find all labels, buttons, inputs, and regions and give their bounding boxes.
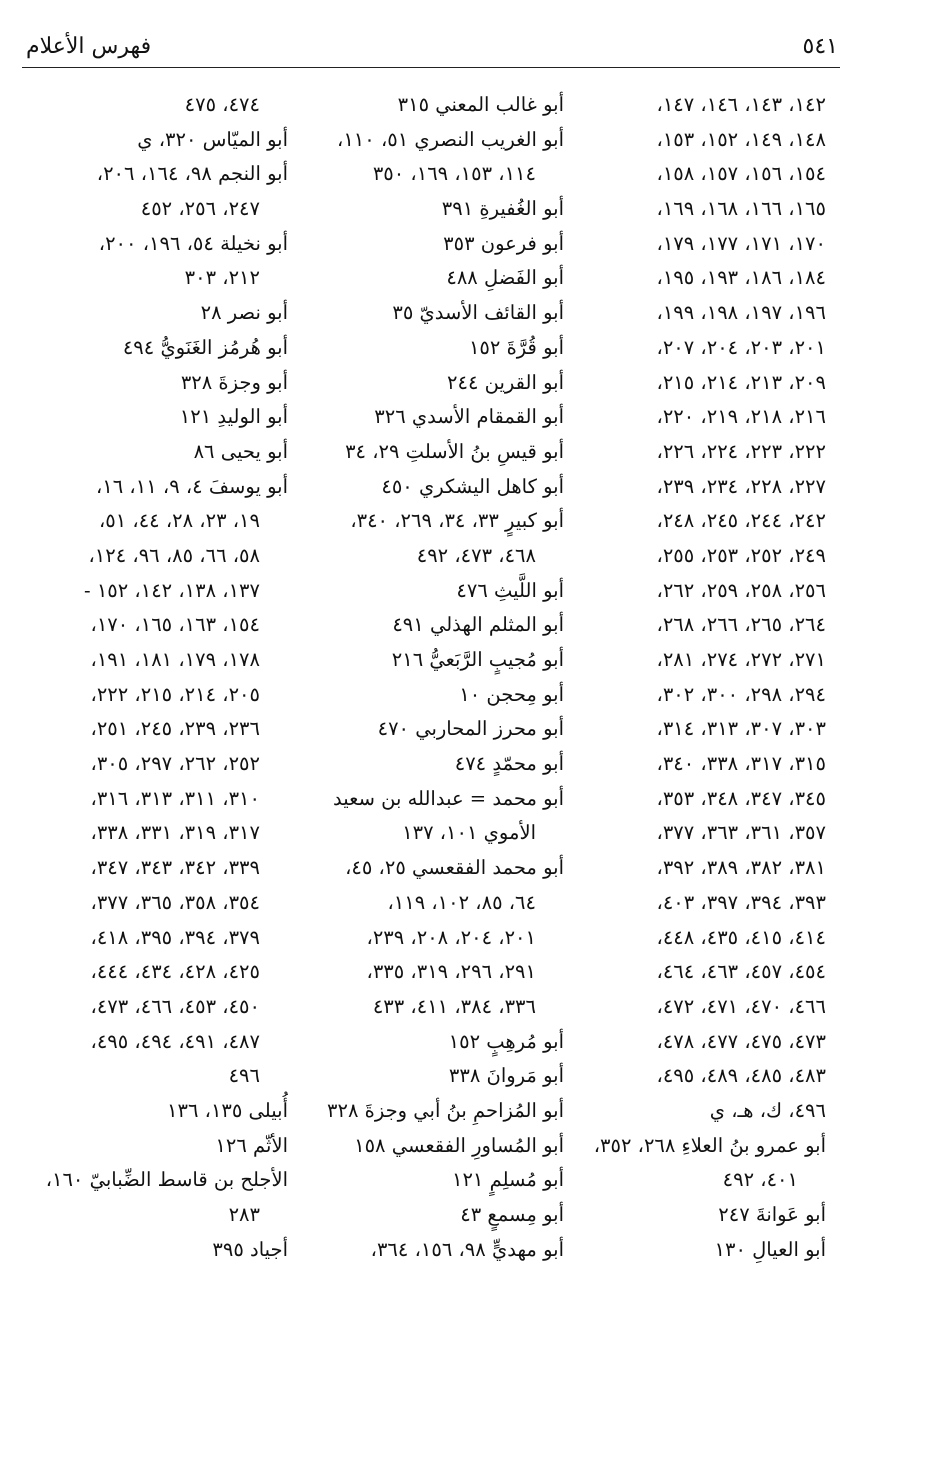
index-continuation-line: ٢٠٥، ٢١٤، ٢١٥، ٢٢٢، (90, 682, 260, 706)
index-entry: أبو العيالِ ١٣٠ (714, 1237, 826, 1261)
index-entry: ٣٥٧، ٣٦١، ٣٦٣، ٣٧٧، (656, 821, 826, 845)
index-entry: أبو النجم ٩٨، ١٦٤، ٢٠٦، (96, 162, 288, 186)
index-entry: الأجلح بن قاسط الضِّبابيّ ١٦٠، (45, 1168, 288, 1192)
index-entry: أبو وجزةَ ٣٢٨ (180, 370, 288, 394)
header-rule (22, 67, 840, 68)
index-entry: ٢٠٩، ٢١٣، ٢١٤، ٢١٥، (656, 370, 826, 394)
index-entry: ١٩٦، ١٩٧، ١٩٨، ١٩٩، (656, 301, 826, 325)
index-continuation-line: ١١٤، ١٥٣، ١٦٩، ٣٥٠ (372, 162, 536, 186)
index-entry: أبو قيسِ بنُ الأسلتِ ٢٩، ٣٤ (345, 439, 564, 463)
index-continuation-line: ٤٠١، ٤٩٢ (722, 1168, 798, 1192)
index-continuation-line: ١٩، ٢٣، ٢٨، ٤٤، ٥١، (98, 509, 260, 533)
index-entry: أبو عمرو بنُ العلاءِ ٢٦٨، ٣٥٢، (593, 1133, 826, 1157)
index-entry: أبو القمقام الأسدي ٣٢٦ (374, 405, 564, 429)
index-entry: ٤٨٣، ٤٨٥، ٤٨٩، ٤٩٥، (656, 1064, 826, 1088)
index-continuation-line: ١٧٨، ١٧٩، ١٨١، ١٩١، (90, 648, 260, 671)
running-title: فهرس الأعلام (26, 34, 152, 59)
index-entry: أبو نصر ٢٨ (200, 301, 288, 325)
index-entry: ٣٤٥، ٣٤٧، ٣٤٨، ٣٥٣، (656, 786, 826, 810)
index-entry: ٢٤٩، ٢٥٢، ٢٥٣، ٢٥٥، (656, 543, 826, 567)
index-continuation-line: ٣١٧، ٣١٩، ٣٣١، ٣٣٨، (90, 821, 260, 845)
index-column-right (591, 88, 826, 1267)
index-continuation-line: ٤٨٧، ٤٩١، ٤٩٤، ٤٩٥، (90, 1029, 260, 1053)
index-entry: ٢٢٧، ٢٢٨، ٢٣٤، ٢٣٩، (656, 474, 826, 498)
index-entry: ٢٥٦، ٢٥٨، ٢٥٩، ٢٦٢، (656, 578, 826, 602)
index-entry: أبو اللَّيثِ ٤٧٦ (456, 578, 564, 602)
index-continuation-line: ٣١٠، ٣١١، ٣١٣، ٣١٦، (90, 786, 260, 810)
index-column-left (33, 88, 288, 1267)
index-entry: ٢٩٤، ٢٩٨، ٣٠٠، ٣٠٢، (656, 682, 826, 706)
index-entry: ١٤٨، ١٤٩، ١٥٢، ١٥٣، (656, 127, 826, 151)
page-number: ٥٤١ (802, 34, 838, 59)
index-entry: ٣١٥، ٣١٧، ٣٣٨، ٣٤٠، (656, 752, 826, 776)
index-continuation-line: ٤٢٥، ٤٢٨، ٤٣٤، ٤٤٤، (90, 960, 260, 984)
index-entry: أبو كبيرٍ ٣٣، ٣٤، ٢٦٩، ٣٤٠، (350, 509, 564, 533)
index-entry: ٤٧٣، ٤٧٥، ٤٧٧، ٤٧٨، (656, 1029, 826, 1053)
index-entry: الأثّم ١٢٦ (215, 1133, 288, 1157)
index-entry: أبو مهديٍّ ٩٨، ١٥٦، ٣٦٤، (370, 1237, 564, 1261)
index-column-middle (309, 88, 564, 1267)
index-entry: أبو مِسمعٍ ٤٣ (460, 1203, 564, 1226)
index-entry: أبو عَوانةَ ٢٤٧ (718, 1203, 826, 1226)
index-entry: ٢١٦، ٢١٨، ٢١٩، ٢٢٠، (656, 405, 826, 429)
index-entry: أبو فرعون ٣٥٣ (443, 231, 564, 255)
index-entry: ٣٩٣، ٣٩٤، ٣٩٧، ٤٠٣، (656, 890, 826, 914)
index-continuation-line: الأموي ١٠١، ١٣٧ (402, 821, 536, 845)
index-entry: أبو غالب المعني ٣١٥ (397, 93, 564, 116)
index-continuation-line: ٢٠١، ٢٠٤، ٢٠٨، ٢٣٩، (366, 925, 536, 949)
index-entry: ٤٦٦، ٤٧٠، ٤٧١، ٤٧٢، (656, 994, 826, 1018)
index-continuation-line: ٣٣٦، ٣٨٤، ٤١١، ٤٣٣ (372, 994, 536, 1018)
index-entry: ١٧٠، ١٧١، ١٧٧، ١٧٩، (656, 231, 826, 255)
index-entry: ٢٤٢، ٢٤٤، ٢٤٥، ٢٤٨، (656, 509, 826, 533)
index-continuation-line: ٤٩٦ (228, 1064, 260, 1088)
index-entry: ٤٩٦، ك، هـ، ي (709, 1098, 826, 1122)
index-continuation-line: ١٥٤، ١٦٣، ١٦٥، ١٧٠، (90, 613, 260, 637)
index-entry: أبو محرز المحاربي ٤٧٠ (377, 717, 564, 741)
index-continuation-line: ٢٥٢، ٢٦٢، ٢٩٧، ٣٠٥، (90, 752, 260, 776)
index-entry: أبو كاهل اليشكري ٤٥٠ (381, 474, 564, 498)
index-continuation-line: ٣٧٩، ٣٩٤، ٣٩٥، ٤١٨، (90, 925, 260, 949)
index-entry: أبو محمد = عبدالله بن سعيد (333, 786, 564, 810)
index-entry: أبو نخيلة ٥٤، ١٩٦، ٢٠٠، (98, 231, 288, 255)
index-continuation-line: ٢٤٧، ٢٥٦، ٤٥٢ (140, 197, 260, 221)
index-continuation-line: ٣٥٤، ٣٥٨، ٣٦٥، ٣٧٧، (90, 890, 260, 914)
index-entry: ١٦٥، ١٦٦، ١٦٨، ١٦٩، (656, 197, 826, 221)
index-continuation-line: ٤٧٤، ٤٧٥ (184, 93, 260, 116)
index-entry: أبو المُزاحمِ بنُ أبي وجزةَ ٣٢٨ (327, 1098, 564, 1122)
index-entry: ٣٠٣، ٣٠٧، ٣١٣، ٣١٤، (656, 717, 826, 741)
index-entry: أبو القائف الأسديّ ٣٥ (392, 301, 564, 325)
index-entry: أبو القرين ٢٤٤ (447, 370, 564, 394)
index-entry: أبو المُساورِ الفقعسي ١٥٨ (354, 1133, 564, 1157)
index-entry: أبو محمد الفقعسي ٢٥، ٤٥، (345, 856, 564, 880)
index-continuation-line: ٢٣٦، ٢٣٩، ٢٤٥، ٢٥١، (90, 717, 260, 741)
index-entry: أبو الغُفيرةِ ٣٩١ (441, 197, 564, 221)
index-entry: ٢٠١، ٢٠٣، ٢٠٤، ٢٠٧، (656, 335, 826, 359)
index-entry: ٣٨١، ٣٨٢، ٣٨٩، ٣٩٢، (656, 856, 826, 880)
page-header (0, 30, 938, 70)
index-entry: أبو محمّدٍ ٤٧٤ (454, 752, 564, 776)
index-entry: أبو يوسفَ ٤، ٩، ١١، ١٦، (95, 474, 288, 498)
index-entry: أجياد ٣٩٥ (212, 1237, 288, 1261)
index-continuation-line: ٢٩١، ٢٩٦، ٣١٩، ٣٣٥، (366, 960, 536, 984)
index-entry: أبو هُرمُز الغَنَويُّ ٤٩٤ (122, 335, 288, 359)
index-continuation-line: ٣٣٩، ٣٤٢، ٣٤٣، ٣٤٧، (90, 856, 260, 880)
index-continuation-line: ٤٦٨، ٤٧٣، ٤٩٢ (416, 543, 536, 567)
index-entry: أبو الوليدِ ١٢١ (179, 405, 288, 429)
index-continuation-line: ٢١٢، ٣٠٣ (184, 266, 260, 290)
index-entry: ٢٦٤، ٢٦٥، ٢٦٦، ٢٦٨، (656, 613, 826, 637)
index-entry: ١٤٢، ١٤٣، ١٤٦، ١٤٧، (656, 93, 826, 116)
index-continuation-line: ٢٨٣ (228, 1203, 260, 1226)
index-continuation-line: ٤٥٠، ٤٥٣، ٤٦٦، ٤٧٣، (90, 994, 260, 1018)
index-continuation-line: ٥٨، ٦٦، ٨٥، ٩٦، ١٢٤، (88, 543, 260, 567)
index-entry: أبو الفَضلِ ٤٨٨ (446, 266, 564, 290)
index-entry: ١٥٤، ١٥٦، ١٥٧، ١٥٨، (656, 162, 826, 186)
index-entry: أبو الغريب النصري ٥١، ١١٠، (337, 127, 564, 151)
index-entry: أبو يحيى ٨٦ (193, 439, 288, 463)
index-entry: أُبيلى ١٣٥، ١٣٦ (167, 1098, 288, 1122)
index-entry: ٤٥٤، ٤٥٧، ٤٦٣، ٤٦٤، (656, 960, 826, 984)
index-entry: أبو مُجيبٍ الرَّبَعيُّ ٢١٦ (391, 648, 564, 671)
index-entry: أبو مَروانَ ٣٣٨ (448, 1064, 564, 1088)
index-entry: ١٨٤، ١٨٦، ١٩٣، ١٩٥، (656, 266, 826, 290)
index-entry: أبو مِحجن ١٠ (459, 682, 564, 706)
index-continuation-line: ٦٤، ٨٥، ١٠٢، ١١٩، (387, 890, 536, 914)
index-continuation-line: ١٣٧، ١٣٨، ١٤٢، ١٥٢ - (84, 578, 260, 602)
index-entry: أبو قُرَّةَ ١٥٢ (468, 335, 564, 359)
index-entry: أبو الميّاس ٣٢٠، ي (137, 127, 288, 151)
index-entry: ٤١٤، ٤١٥، ٤٣٥، ٤٤٨، (656, 925, 826, 949)
index-entry: ٢٢٢، ٢٢٣، ٢٢٤، ٢٢٦، (656, 439, 826, 463)
index-entry: أبو المثلم الهذلي ٤٩١ (392, 613, 564, 637)
index-entry: أبو مُسلِمٍ ١٢١ (451, 1168, 564, 1192)
index-entry: أبو مُرهِبٍ ١٥٢ (448, 1029, 564, 1053)
index-entry: ٢٧١، ٢٧٢، ٢٧٤، ٢٨١، (656, 648, 826, 671)
